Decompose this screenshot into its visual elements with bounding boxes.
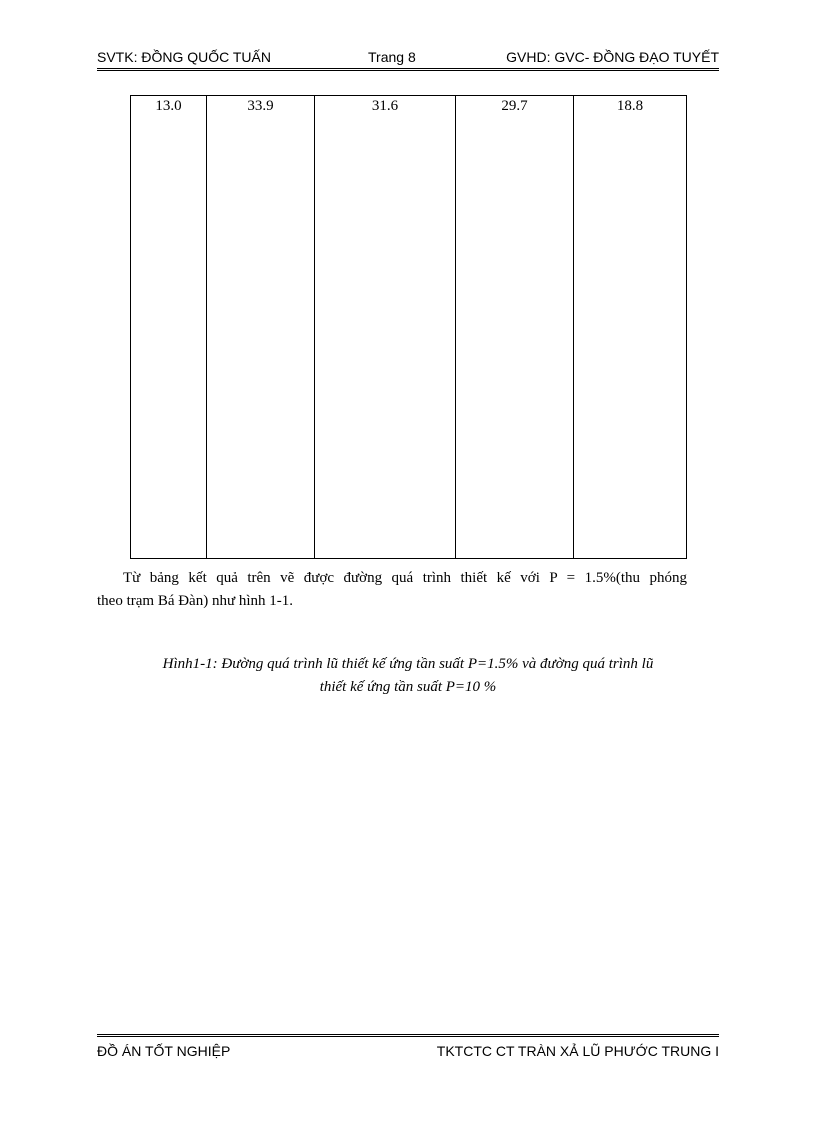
header-rule-double (97, 70, 719, 71)
caption-line: Hình1-1: Đường quá trình lũ thiết kế ứng tần suất P=1.5% và đường quá trình lũ (162, 656, 654, 672)
header-page-number: Trang 8 (368, 49, 416, 65)
header-student: SVTK: ĐỒNG QUỐC TUẤN (97, 49, 271, 65)
footer-project: TKTCTC CT TRÀN XẢ LŨ PHƯỚC TRUNG I (436, 1043, 719, 1059)
table-cell: 18.8 (574, 96, 687, 559)
header-rule (97, 68, 719, 69)
footer-rule (97, 1034, 719, 1035)
page-footer (97, 1041, 719, 1061)
footer-rule-double (97, 1036, 719, 1037)
figure-caption (97, 653, 719, 699)
header-supervisor: GVHD: GVC- ĐỒNG ĐẠO TUYẾT (506, 49, 719, 65)
table-cell: 29.7 (456, 96, 574, 559)
footer-title: ĐỒ ÁN TỐT NGHIỆP (97, 1043, 231, 1059)
table-cell: 31.6 (315, 96, 456, 559)
table-row (131, 96, 687, 559)
data-table (130, 95, 687, 559)
body-paragraph (97, 567, 687, 613)
body-line: Từ bảng kết quả trên vẽ được đường quá trình thiết kế với P = 1.5%(thu phóng (123, 570, 687, 586)
caption-line: thiết kế ứng tần suất P=10 % (319, 679, 497, 695)
page-header (97, 47, 719, 67)
body-line: theo trạm Bá Đàn) như hình 1-1. (97, 593, 294, 609)
table-cell: 13.0 (131, 96, 207, 559)
table-cell: 33.9 (207, 96, 315, 559)
